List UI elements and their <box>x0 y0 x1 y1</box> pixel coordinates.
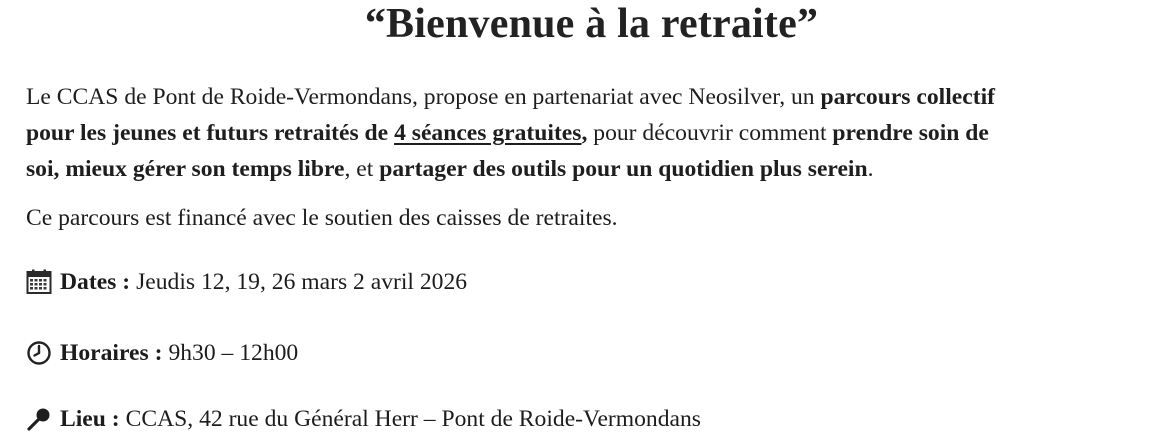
place-label: Lieu : <box>60 406 120 432</box>
free-sessions-highlight: 4 séances gratuites <box>394 120 582 146</box>
calendar-icon <box>26 269 52 295</box>
clock-icon <box>26 340 52 366</box>
place-value: CCAS, 42 rue du Général Herr – Pont de Roide-Vermondans <box>125 406 701 432</box>
intro-text: , et <box>344 156 380 182</box>
intro-text: Le CCAS de Pont de Roide-Vermondans, propose en partenariat avec Neosilver, un <box>26 84 821 110</box>
intro-text: pour découvrir comment <box>587 120 833 146</box>
place-row <box>26 402 701 436</box>
intro-text: . <box>867 156 874 182</box>
intro-bold-text: partager des outils pour un quotidien plus serein <box>379 156 868 182</box>
dates-label: Dates : <box>60 269 131 295</box>
intro-bold-text: prendre soin de <box>832 120 989 146</box>
page-title: “Bienvenue à la retraite” <box>364 1 819 47</box>
intro-paragraph <box>26 79 1166 187</box>
hours-value: 9h30 – 12h00 <box>168 340 299 366</box>
dates-row <box>26 265 467 299</box>
intro-line-2 <box>26 115 1166 151</box>
dates-value: Jeudis 12, 19, 26 mars 2 avril 2026 <box>136 269 468 295</box>
hours-row <box>26 336 298 370</box>
intro-bold-text: soi, mieux gérer son temps libre <box>26 156 345 182</box>
intro-bold-text: pour les jeunes et futurs retraités de <box>26 120 395 146</box>
hours-label: Horaires : <box>60 340 163 366</box>
intro-line-3 <box>26 151 1166 187</box>
pin-icon <box>26 406 52 432</box>
intro-line-1 <box>26 79 1166 115</box>
funding-paragraph: Ce parcours est financé avec le soutien des caisses de retraites. <box>26 205 618 231</box>
intro-bold-text: parcours collectif <box>820 84 995 110</box>
intro-bold-text: , <box>581 120 588 146</box>
